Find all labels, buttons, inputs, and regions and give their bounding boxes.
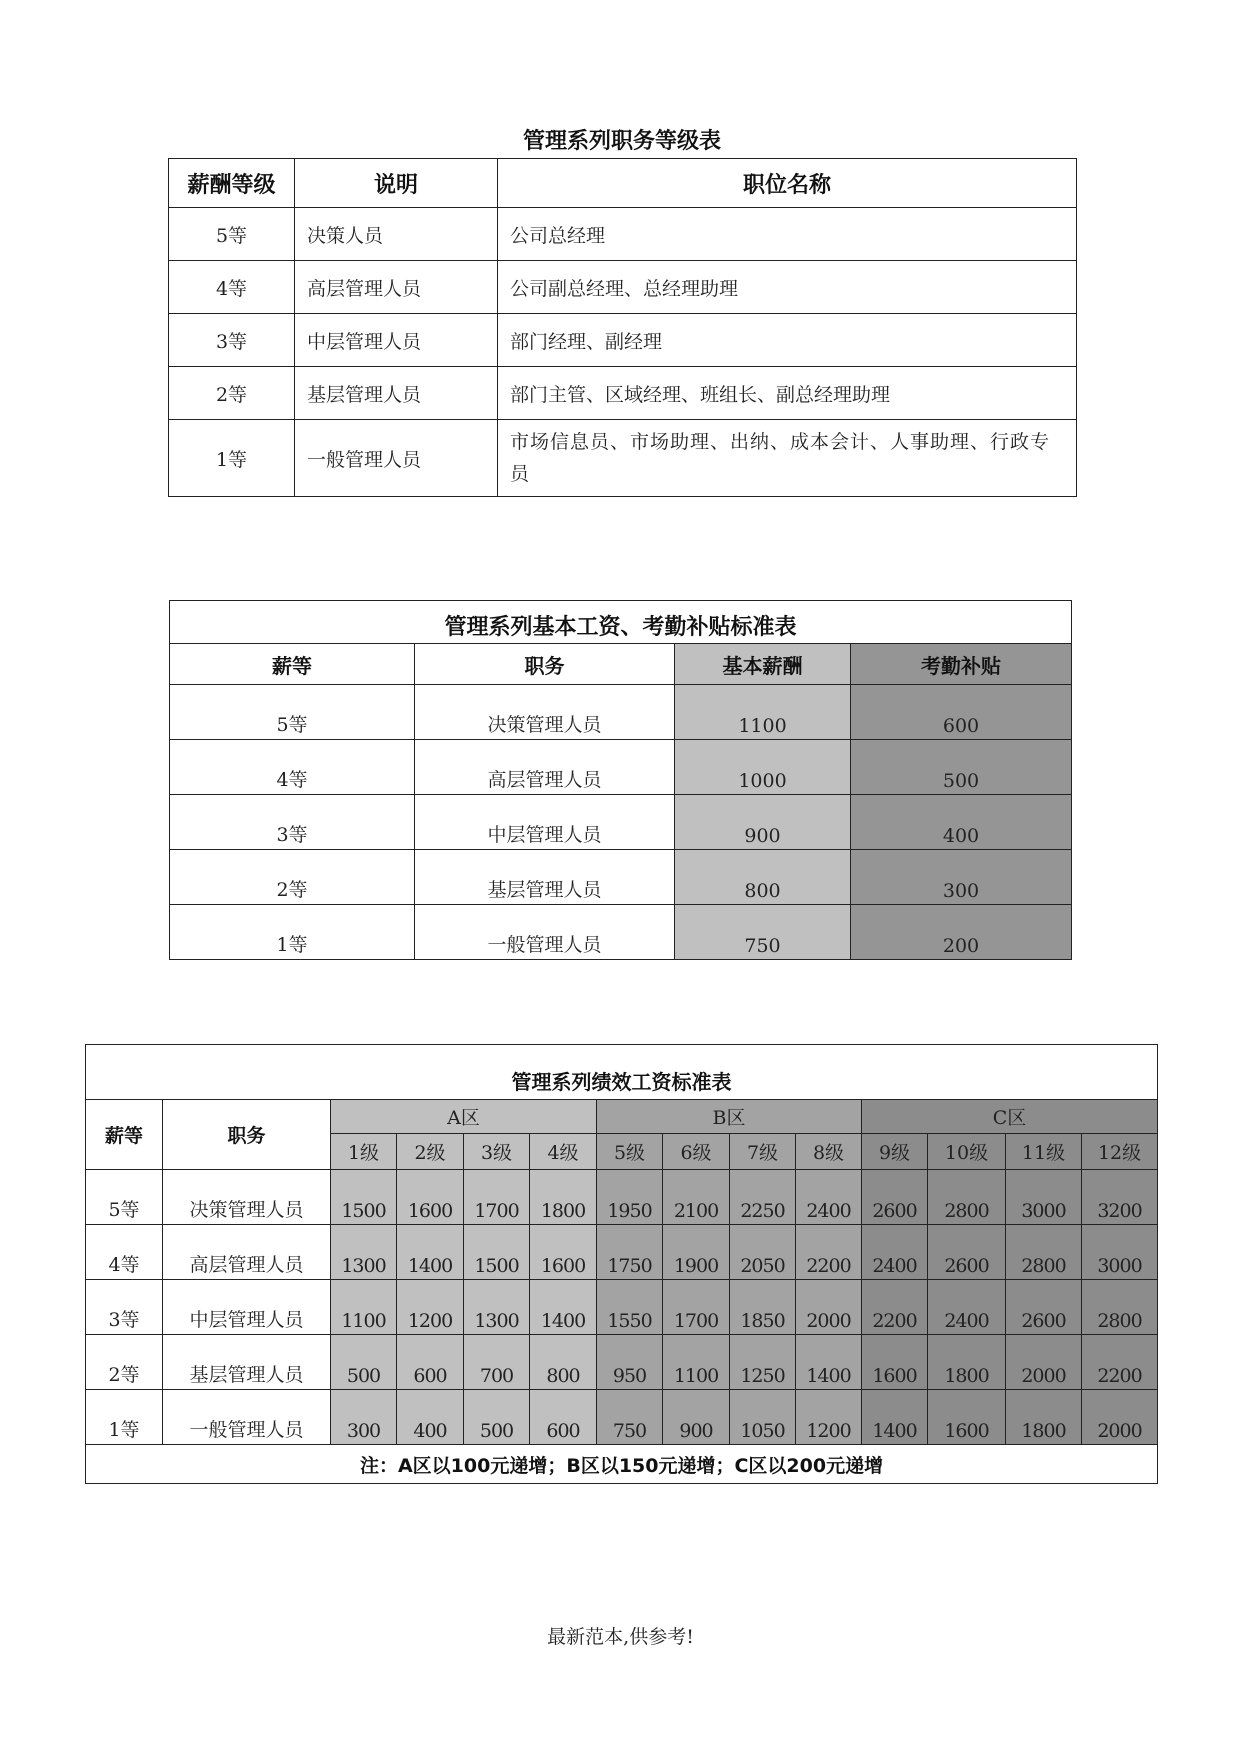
pay-value-cell: 600 <box>397 1335 464 1390</box>
base-pay-cell: 1100 <box>675 685 851 740</box>
level-header: 3级 <box>464 1134 530 1170</box>
grade-cell: 2等 <box>86 1335 163 1390</box>
pay-value-cell: 2100 <box>663 1170 730 1225</box>
pay-value-cell: 1050 <box>730 1390 796 1445</box>
grade-cell: 5等 <box>170 685 415 740</box>
description-cell: 基层管理人员 <box>295 367 498 420</box>
pay-value-cell: 2000 <box>1006 1335 1082 1390</box>
pay-value-cell: 2600 <box>862 1170 928 1225</box>
pay-value-cell: 2000 <box>796 1280 862 1335</box>
base-pay-cell: 750 <box>675 905 851 960</box>
pay-value-cell: 1100 <box>663 1335 730 1390</box>
base-salary-table <box>169 600 1072 960</box>
table-row <box>86 1280 1158 1335</box>
position-cell: 高层管理人员 <box>415 740 675 795</box>
pay-value-cell: 1400 <box>530 1280 597 1335</box>
level-header: 2级 <box>397 1134 464 1170</box>
table2-title: 管理系列基本工资、考勤补贴标准表 <box>170 601 1072 644</box>
pay-value-cell: 1600 <box>530 1225 597 1280</box>
level-header: 6级 <box>663 1134 730 1170</box>
pay-value-cell: 2000 <box>1082 1390 1158 1445</box>
pay-value-cell: 1300 <box>331 1225 397 1280</box>
level-header: 4级 <box>530 1134 597 1170</box>
position-cell: 中层管理人员 <box>163 1280 331 1335</box>
base-pay-cell: 800 <box>675 850 851 905</box>
description-cell: 决策人员 <box>295 208 498 261</box>
header-cell: 薪酬等级 <box>169 159 295 208</box>
table-row <box>169 208 1077 261</box>
pay-value-cell: 1200 <box>397 1280 464 1335</box>
pay-value-cell: 1600 <box>862 1335 928 1390</box>
table-row <box>170 685 1072 740</box>
pay-value-cell: 3200 <box>1082 1170 1158 1225</box>
description-cell: 中层管理人员 <box>295 314 498 367</box>
level-header: 9级 <box>862 1134 928 1170</box>
pay-value-cell: 900 <box>663 1390 730 1445</box>
pay-value-cell: 1600 <box>928 1390 1006 1445</box>
pay-value-cell: 750 <box>597 1390 663 1445</box>
pay-value-cell: 1500 <box>464 1225 530 1280</box>
attendance-allowance-cell: 500 <box>851 740 1072 795</box>
level-header: 1级 <box>331 1134 397 1170</box>
grade-cell: 4等 <box>170 740 415 795</box>
pay-value-cell: 1250 <box>730 1335 796 1390</box>
pay-value-cell: 1400 <box>796 1335 862 1390</box>
pay-value-cell: 1500 <box>331 1170 397 1225</box>
pay-value-cell: 2200 <box>862 1280 928 1335</box>
pay-value-cell: 2200 <box>796 1225 862 1280</box>
attendance-allowance-cell: 200 <box>851 905 1072 960</box>
header-cell: 薪等 <box>170 644 415 685</box>
pay-value-cell: 600 <box>530 1390 597 1445</box>
pay-value-cell: 300 <box>331 1390 397 1445</box>
pay-value-cell: 1950 <box>597 1170 663 1225</box>
performance-rows <box>86 1170 1158 1445</box>
grade-cell: 1等 <box>86 1390 163 1445</box>
header-cell: 薪等 <box>86 1100 163 1170</box>
position-cell: 基层管理人员 <box>163 1335 331 1390</box>
position-names-cell: 市场信息员、市场助理、出纳、成本会计、人事助理、行政专员 <box>498 420 1077 497</box>
pay-value-cell: 500 <box>331 1335 397 1390</box>
position-cell: 一般管理人员 <box>163 1390 331 1445</box>
level-header: 7级 <box>730 1134 796 1170</box>
pay-value-cell: 2400 <box>796 1170 862 1225</box>
pay-value-cell: 1800 <box>928 1335 1006 1390</box>
pay-value-cell: 2600 <box>928 1225 1006 1280</box>
table-row <box>169 261 1077 314</box>
level-header: 8级 <box>796 1134 862 1170</box>
level-header: 12级 <box>1082 1134 1158 1170</box>
position-cell: 一般管理人员 <box>415 905 675 960</box>
table-row <box>86 1170 1158 1225</box>
grade-cell: 5等 <box>169 208 295 261</box>
pay-value-cell: 1700 <box>663 1280 730 1335</box>
level-header: 5级 <box>597 1134 663 1170</box>
grade-cell: 1等 <box>169 420 295 497</box>
pay-value-cell: 950 <box>597 1335 663 1390</box>
grade-cell: 3等 <box>170 795 415 850</box>
position-names-cell: 公司副总经理、总经理助理 <box>498 261 1077 314</box>
grade-cell: 1等 <box>170 905 415 960</box>
pay-value-cell: 1700 <box>464 1170 530 1225</box>
pay-value-cell: 2250 <box>730 1170 796 1225</box>
table-row <box>170 905 1072 960</box>
footer-text: 最新范本,供参考! <box>547 1626 694 1648</box>
pay-value-cell: 1900 <box>663 1225 730 1280</box>
table-row <box>170 850 1072 905</box>
pay-value-cell: 1850 <box>730 1280 796 1335</box>
description-cell: 一般管理人员 <box>295 420 498 497</box>
header-cell: 职位名称 <box>498 159 1077 208</box>
position-cell: 中层管理人员 <box>415 795 675 850</box>
table-header-row <box>169 159 1077 208</box>
header-cell: 考勤补贴 <box>851 644 1072 685</box>
pay-value-cell: 1550 <box>597 1280 663 1335</box>
pay-value-cell: 500 <box>464 1390 530 1445</box>
pay-value-cell: 2600 <box>1006 1280 1082 1335</box>
table3-note: 注：A区以100元递增；B区以150元递增；C区以200元递增 <box>86 1445 1158 1484</box>
pay-value-cell: 2200 <box>1082 1335 1158 1390</box>
position-names-cell: 部门主管、区域经理、班组长、副总经理助理 <box>498 367 1077 420</box>
position-names-cell: 公司总经理 <box>498 208 1077 261</box>
pay-value-cell: 3000 <box>1006 1170 1082 1225</box>
grade-cell: 3等 <box>169 314 295 367</box>
pay-value-cell: 1400 <box>397 1225 464 1280</box>
pay-value-cell: 3000 <box>1082 1225 1158 1280</box>
table-row <box>86 1335 1158 1390</box>
description-cell: 高层管理人员 <box>295 261 498 314</box>
grade-cell: 5等 <box>86 1170 163 1225</box>
pay-value-cell: 2800 <box>1006 1225 1082 1280</box>
grade-cell: 2等 <box>169 367 295 420</box>
header-cell: 职务 <box>163 1100 331 1170</box>
grade-cell: 3等 <box>86 1280 163 1335</box>
zone-a-header: A区 <box>331 1100 597 1134</box>
attendance-allowance-cell: 300 <box>851 850 1072 905</box>
position-cell: 高层管理人员 <box>163 1225 331 1280</box>
base-pay-cell: 1000 <box>675 740 851 795</box>
pay-value-cell: 1200 <box>796 1390 862 1445</box>
pay-value-cell: 700 <box>464 1335 530 1390</box>
position-cell: 决策管理人员 <box>163 1170 331 1225</box>
pay-value-cell: 1300 <box>464 1280 530 1335</box>
pay-value-cell: 2800 <box>928 1170 1006 1225</box>
pay-value-cell: 1400 <box>862 1390 928 1445</box>
table-header-row <box>170 644 1072 685</box>
base-pay-cell: 900 <box>675 795 851 850</box>
header-cell: 职务 <box>415 644 675 685</box>
position-cell: 基层管理人员 <box>415 850 675 905</box>
pay-value-cell: 2050 <box>730 1225 796 1280</box>
grade-cell: 4等 <box>169 261 295 314</box>
pay-value-cell: 1600 <box>397 1170 464 1225</box>
position-names-cell: 部门经理、副经理 <box>498 314 1077 367</box>
grade-cell: 4等 <box>86 1225 163 1280</box>
pay-value-cell: 1750 <box>597 1225 663 1280</box>
header-cell: 说明 <box>295 159 498 208</box>
attendance-allowance-cell: 400 <box>851 795 1072 850</box>
grade-table <box>168 158 1077 497</box>
table1-title: 管理系列职务等级表 <box>522 129 721 154</box>
table-row <box>86 1390 1158 1445</box>
level-header: 11级 <box>1006 1134 1082 1170</box>
pay-value-cell: 1100 <box>331 1280 397 1335</box>
pay-value-cell: 2800 <box>1082 1280 1158 1335</box>
table-row <box>170 740 1072 795</box>
level-header: 10级 <box>928 1134 1006 1170</box>
pay-value-cell: 400 <box>397 1390 464 1445</box>
pay-value-cell: 800 <box>530 1335 597 1390</box>
table-row <box>169 314 1077 367</box>
zone-b-header: B区 <box>597 1100 862 1134</box>
table3-title: 管理系列绩效工资标准表 <box>86 1045 1158 1100</box>
pay-value-cell: 2400 <box>928 1280 1006 1335</box>
grade-cell: 2等 <box>170 850 415 905</box>
zone-c-header: C区 <box>862 1100 1158 1134</box>
attendance-allowance-cell: 600 <box>851 685 1072 740</box>
position-cell: 决策管理人员 <box>415 685 675 740</box>
table-row <box>86 1225 1158 1280</box>
pay-value-cell: 2400 <box>862 1225 928 1280</box>
pay-value-cell: 1800 <box>530 1170 597 1225</box>
performance-pay-table <box>85 1044 1158 1484</box>
table-row <box>169 367 1077 420</box>
table-row <box>169 420 1077 497</box>
pay-value-cell: 1800 <box>1006 1390 1082 1445</box>
table-row <box>170 795 1072 850</box>
header-cell: 基本薪酬 <box>675 644 851 685</box>
